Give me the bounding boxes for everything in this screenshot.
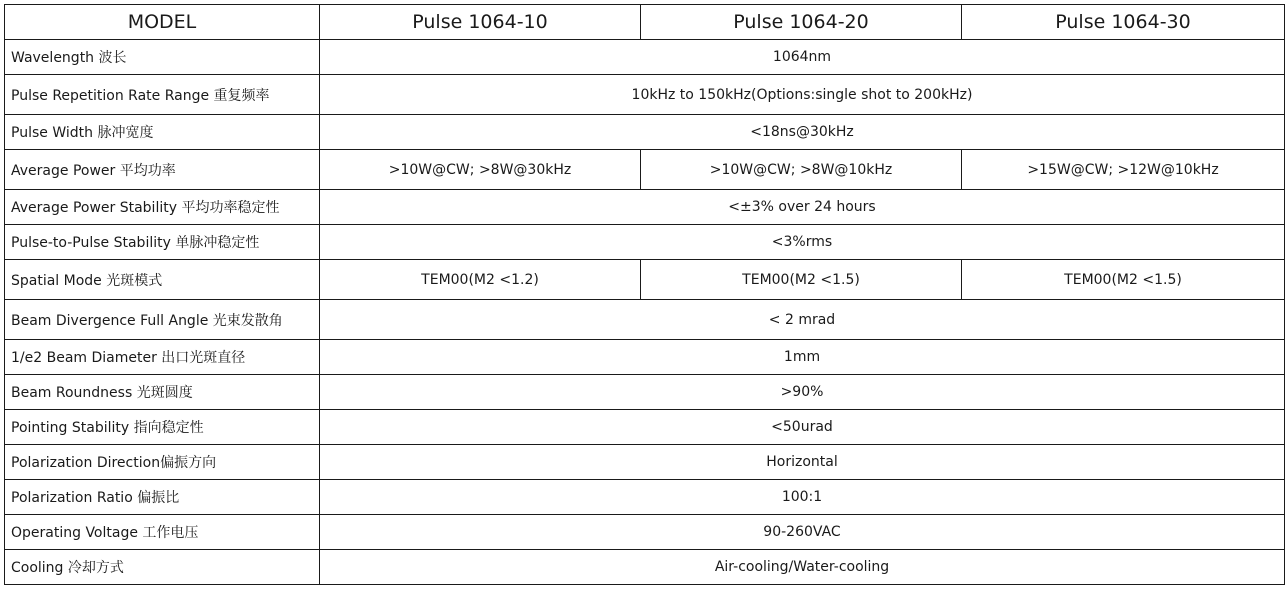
spec-table	[4, 4, 1285, 585]
table-row	[5, 480, 1285, 515]
row-value: <50urad	[320, 410, 1285, 445]
row-label: Average Power Stability 平均功率稳定性	[5, 190, 320, 225]
table-row	[5, 515, 1285, 550]
row-label: Cooling 冷却方式	[5, 550, 320, 585]
row-label: Average Power 平均功率	[5, 150, 320, 190]
table-row	[5, 190, 1285, 225]
row-value: >90%	[320, 375, 1285, 410]
row-value-model-3: TEM00(M2 <1.5)	[962, 260, 1285, 300]
table-row	[5, 375, 1285, 410]
row-value-model-1: TEM00(M2 <1.2)	[320, 260, 641, 300]
row-value: 1mm	[320, 340, 1285, 375]
row-label: 1/e2 Beam Diameter 出口光斑直径	[5, 340, 320, 375]
row-label: Operating Voltage 工作电压	[5, 515, 320, 550]
row-value: Horizontal	[320, 445, 1285, 480]
row-value-model-2: TEM00(M2 <1.5)	[641, 260, 962, 300]
row-label: Wavelength 波长	[5, 40, 320, 75]
table-row	[5, 300, 1285, 340]
row-value-model-3: >15W@CW; >12W@10kHz	[962, 150, 1285, 190]
table-row	[5, 550, 1285, 585]
table-row	[5, 410, 1285, 445]
model-column-header: Pulse 1064-10	[320, 5, 641, 40]
table-row	[5, 115, 1285, 150]
model-column-header: Pulse 1064-30	[962, 5, 1285, 40]
row-value: < 2 mrad	[320, 300, 1285, 340]
row-value: 1064nm	[320, 40, 1285, 75]
row-label: Pulse Repetition Rate Range 重复频率	[5, 75, 320, 115]
model-column-header: Pulse 1064-20	[641, 5, 962, 40]
header-row	[5, 5, 1285, 40]
row-value: <±3% over 24 hours	[320, 190, 1285, 225]
row-value: 10kHz to 150kHz(Options:single shot to 200kHz)	[320, 75, 1285, 115]
table-row	[5, 340, 1285, 375]
row-value-model-2: >10W@CW; >8W@10kHz	[641, 150, 962, 190]
table-row	[5, 75, 1285, 115]
row-value: 100:1	[320, 480, 1285, 515]
table-row	[5, 260, 1285, 300]
row-label: Pulse Width 脉冲宽度	[5, 115, 320, 150]
row-value: <3%rms	[320, 225, 1285, 260]
row-value: Air-cooling/Water-cooling	[320, 550, 1285, 585]
row-value: 90-260VAC	[320, 515, 1285, 550]
row-label: Pointing Stability 指向稳定性	[5, 410, 320, 445]
row-label: Polarization Direction偏振方向	[5, 445, 320, 480]
table-row	[5, 445, 1285, 480]
row-label: Beam Roundness 光斑圆度	[5, 375, 320, 410]
model-header: MODEL	[5, 5, 320, 40]
row-label: Pulse-to-Pulse Stability 单脉冲稳定性	[5, 225, 320, 260]
table-row	[5, 40, 1285, 75]
row-label: Polarization Ratio 偏振比	[5, 480, 320, 515]
row-label: Spatial Mode 光斑模式	[5, 260, 320, 300]
table-row	[5, 150, 1285, 190]
row-label: Beam Divergence Full Angle 光束发散角	[5, 300, 320, 340]
row-value: <18ns@30kHz	[320, 115, 1285, 150]
row-value-model-1: >10W@CW; >8W@30kHz	[320, 150, 641, 190]
table-row	[5, 225, 1285, 260]
